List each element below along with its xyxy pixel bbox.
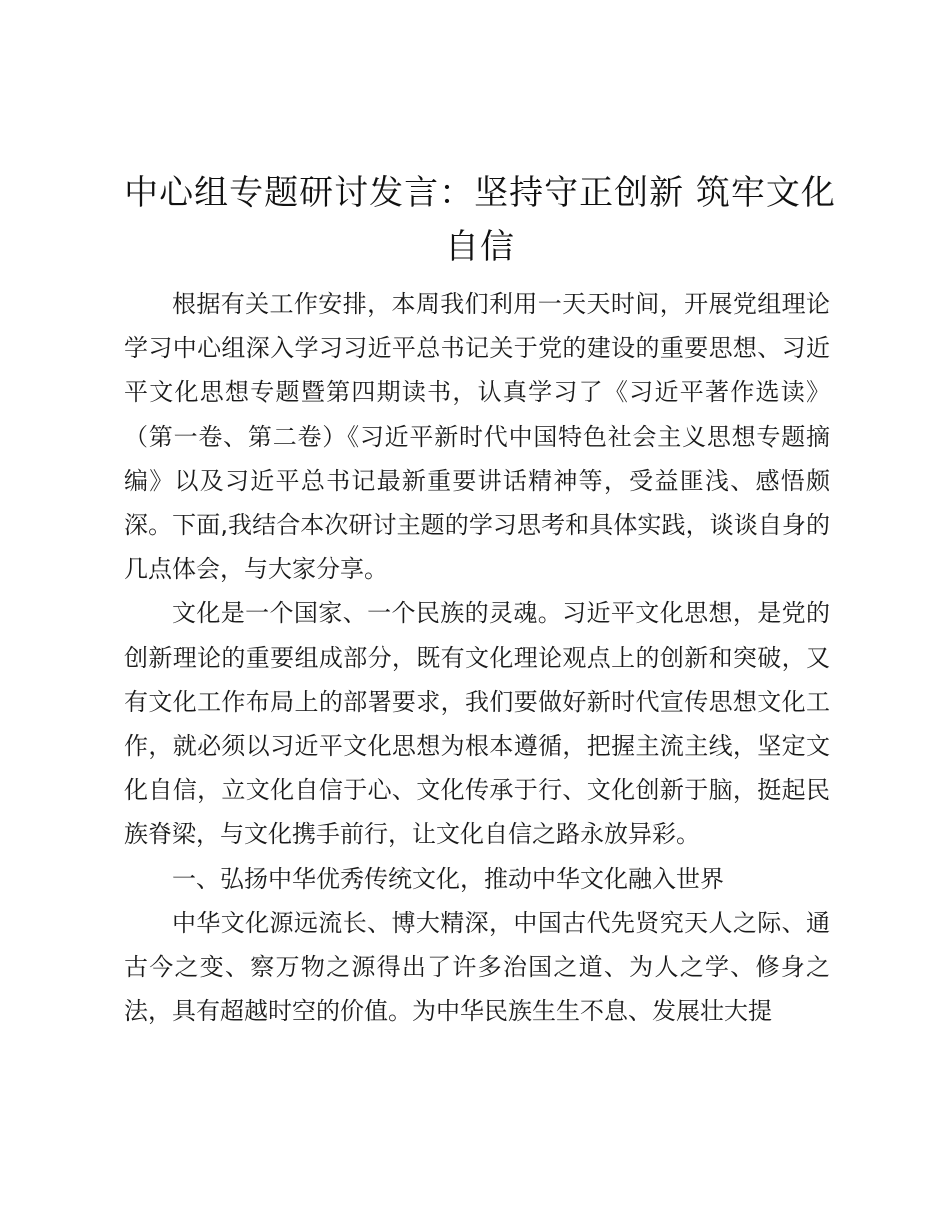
paragraph-intro: 根据有关工作安排，本周我们利用一天天时间，开展党组理论学习中心组深入学习习近平总书记关于党的建设的重要思想、习近平文化思想专题暨第四期读书，认真学习了《习近平著作选读》（第一卷、第二卷）《习近平新时代中国特色社会主义思想专题摘编》以及习近平总书记最新重要讲话精神等，受益匪浅、感悟颇深。下面,我结合本次研讨主题的学习思考和具体实践，谈谈自身的几点体会，与大家分享。 xyxy=(124,290,830,584)
paragraph-culture: 文化是一个国家、一个民族的灵魂。习近平文化思想，是党的创新理论的重要组成部分，既有文化理论观点上的创新和突破，又有文化工作布局上的部署要求，我们要做好新时代宣传思想文化工作，就必须以习近平文化思想为根本遵循，把握主流主线，坚定文化自信，立文化自信于心、文化传承于行、文化创新于脑，挺起民族脊梁，与文化携手前行，让文化自信之路永放异彩。 xyxy=(124,599,830,849)
section-heading: 一、弘扬中华优秀传统文化，推动中华文化融入世界 xyxy=(172,864,724,893)
paragraph-section-one: 中华文化源远流长、博大精深，中国古代先贤究天人之际、通古今之变、察万物之源得出了许多治国之道、为人之学、修身之法，具有超越时空的价值。为中华民族生生不息、发展壮大提 xyxy=(124,908,830,1026)
document-body xyxy=(124,282,830,1033)
document-title: 中心组专题研讨发言：坚持守正创新 筑牢文化自信 xyxy=(124,173,836,267)
